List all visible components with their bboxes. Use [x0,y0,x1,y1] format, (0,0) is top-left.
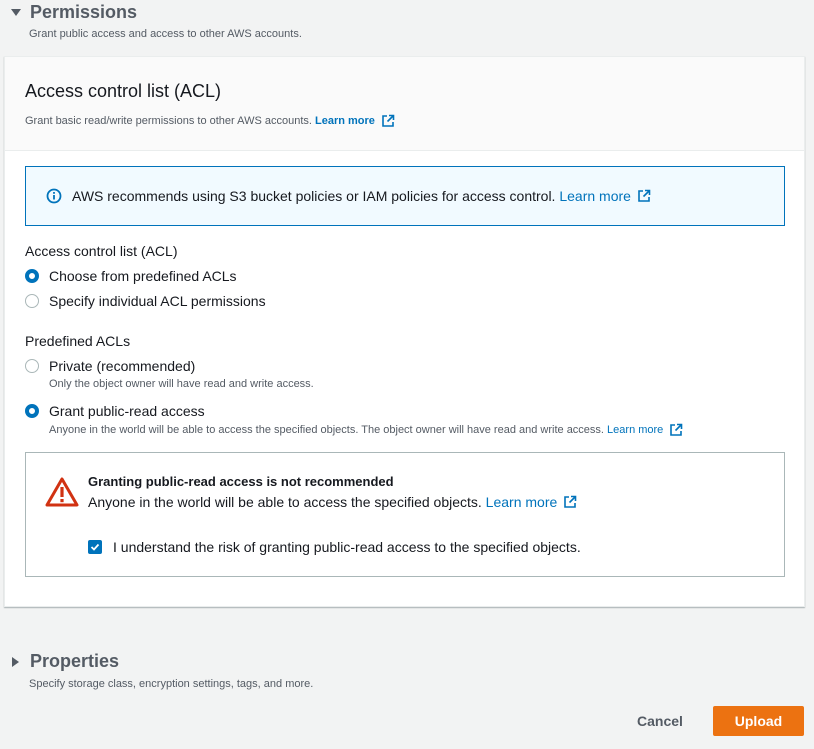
predefined-acls-label: Predefined ACLs [25,333,131,349]
permissions-subtitle: Grant public access and access to other AWS accounts. [29,28,302,40]
radio-public-read-description-text: Anyone in the world will be able to access the specified objects. The object owner will have read and write access. [49,424,604,436]
radio-public-read[interactable] [25,403,205,419]
radio-label: Specify individual ACL permissions [49,293,266,309]
external-link-icon [669,423,683,437]
acl-card-description-text: Grant basic read/write permissions to other AWS accounts. [25,115,312,127]
cancel-button[interactable]: Cancel [622,706,698,736]
radio-private[interactable] [25,358,195,374]
info-alert [25,166,785,226]
properties-title: Properties [30,651,120,671]
acl-card-header [5,57,804,151]
acl-card-title: Access control list (ACL) [25,81,222,101]
acl-learn-more-link[interactable]: Learn more [315,115,375,127]
risk-acknowledge-checkbox[interactable] [88,540,102,554]
caret-right-icon [10,656,22,668]
acl-container [4,56,805,607]
external-link-icon [637,189,651,203]
info-learn-more-link[interactable]: Learn more [559,188,631,204]
radio-label: Grant public-read access [49,403,205,419]
properties-section-toggle[interactable] [10,651,119,672]
permissions-title: Permissions [30,2,138,22]
radio-button[interactable] [25,269,39,283]
acl-field-label: Access control list (ACL) [25,243,178,259]
radio-button[interactable] [25,294,39,308]
risk-acknowledge-row[interactable] [88,539,581,555]
warning-title: Granting public-read access is not recommended [88,474,394,489]
radio-button[interactable] [25,359,39,373]
warning-text-body: Anyone in the world will be able to access the specified objects. [88,494,482,510]
warning-alert [25,452,785,577]
radio-private-description: Only the object owner will have read and write access. [49,378,314,390]
risk-acknowledge-label: I understand the risk of granting public-read access to the specified objects. [113,539,581,555]
radio-button[interactable] [25,404,39,418]
external-link-icon [563,495,577,509]
upload-button[interactable]: Upload [713,706,804,736]
external-link-icon [381,114,395,128]
public-read-learn-more-link[interactable]: Learn more [607,424,664,436]
warning-learn-more-link[interactable]: Learn more [485,494,558,510]
checkmark-icon [90,542,100,552]
radio-label: Private (recommended) [49,358,196,374]
radio-public-read-description [49,423,683,437]
radio-label: Choose from predefined ACLs [49,268,237,284]
caret-down-icon [10,7,22,19]
permissions-section-toggle[interactable] [10,2,137,23]
radio-specify-individual[interactable] [25,293,266,309]
properties-subtitle: Specify storage class, encryption settings, tags, and more. [29,678,314,690]
radio-choose-predefined[interactable] [25,268,237,284]
acl-card-description [25,114,395,128]
warning-icon [45,476,79,508]
info-icon [46,188,62,204]
info-alert-text: AWS recommends using S3 bucket policies or IAM policies for access control. [72,188,556,204]
warning-text [88,494,577,510]
